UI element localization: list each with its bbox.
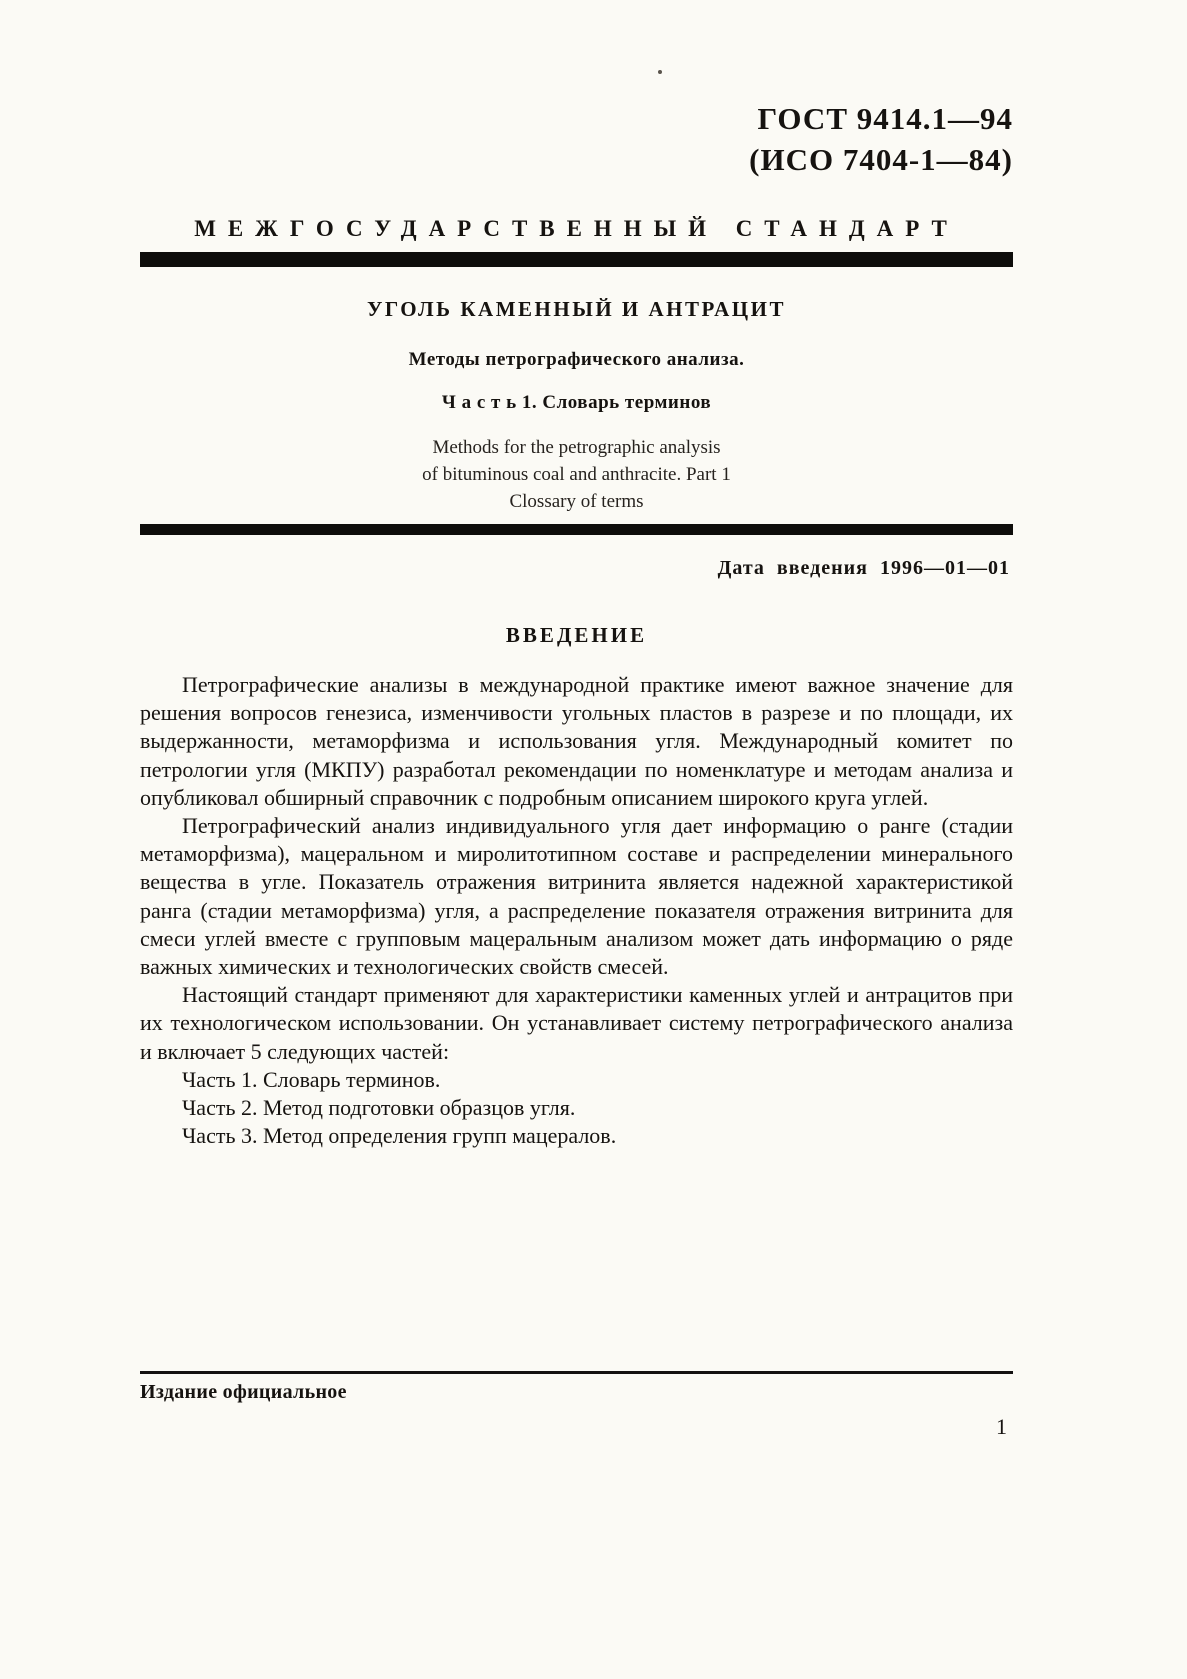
title-en-line-1: Methods for the petrographic analysis [432, 437, 721, 458]
title-en-line-2: of bituminous coal and anthracite. Part 1 [422, 464, 731, 485]
page-number: 1 [996, 1414, 1007, 1439]
iso-number: (ИСО 7404-1—84) [749, 142, 1013, 177]
divider-bar-bottom [140, 524, 1013, 535]
divider-bar-top [140, 252, 1013, 267]
gost-number: ГОСТ 9414.1—94 [757, 101, 1013, 136]
parts-list-item-3: Часть 3. Метод определения групп мацералов. [182, 1123, 617, 1149]
introduction-body [140, 671, 1013, 1150]
document-subtitle-ru: Методы петрографического анализа. [408, 349, 745, 370]
section-heading-introduction: ВВЕДЕНИЕ [505, 623, 648, 647]
edition-note: Издание официальное [140, 1381, 347, 1403]
paragraph-2: Петрографический анализ индивидуального угля дает информацию о ранге (стадии метаморфизма), мацеральном и миролитотипном составе и распределении минерального вещества в угле. Показатель отражения витринита является надежной характеристикой ранга (стадии метаморфизма) угля, а распределение показателя отражения витринита для смеси углей вместе с групповым мацеральным анализом может дать информацию о ряде важных химических и технологических свойств смесей. [140, 813, 1013, 980]
standard-number-block [749, 98, 1013, 180]
standard-type-heading: МЕЖГОСУДАРСТВЕННЫЙ СТАНДАРТ [194, 216, 959, 241]
paragraph-3: Настоящий стандарт применяют для характеристики каменных углей и антрацитов при их технологическом использовании. Он устанавливает систему петрографического анализа и включает 5 следующих частей: [140, 982, 1013, 1064]
introduction-date: Дата введения 1996—01—01 [717, 557, 1010, 579]
document-title-ru: УГОЛЬ КАМЕННЫЙ И АНТРАЦИТ [367, 297, 786, 321]
parts-list-item-2: Часть 2. Метод подготовки образцов угля. [182, 1095, 576, 1121]
parts-list-item-1: Часть 1. Словарь терминов. [182, 1066, 441, 1092]
text-column [140, 0, 1013, 1679]
footer-rule [140, 1371, 1013, 1374]
parts-list [140, 1066, 1013, 1151]
document-title-en [140, 434, 1013, 515]
scan-artifact-dot [658, 70, 662, 74]
paragraph-1: Петрографические анализы в международной практике имеют важное значение для решения вопросов генезиса, изменчивости угольных пластов в разрезе и по площади, их выдержанности, метаморфизма и использования угля. Международный комитет по петрологии угля (МКПУ) разработал рекомендации по номенклатуре и методам анализа и опубликовал обширный справочник с подробным описанием широкого круга углей. [140, 672, 1013, 810]
document-part-line: Ч а с т ь 1. Словарь терминов [441, 392, 712, 413]
title-en-line-3: Clossary of terms [509, 491, 644, 512]
